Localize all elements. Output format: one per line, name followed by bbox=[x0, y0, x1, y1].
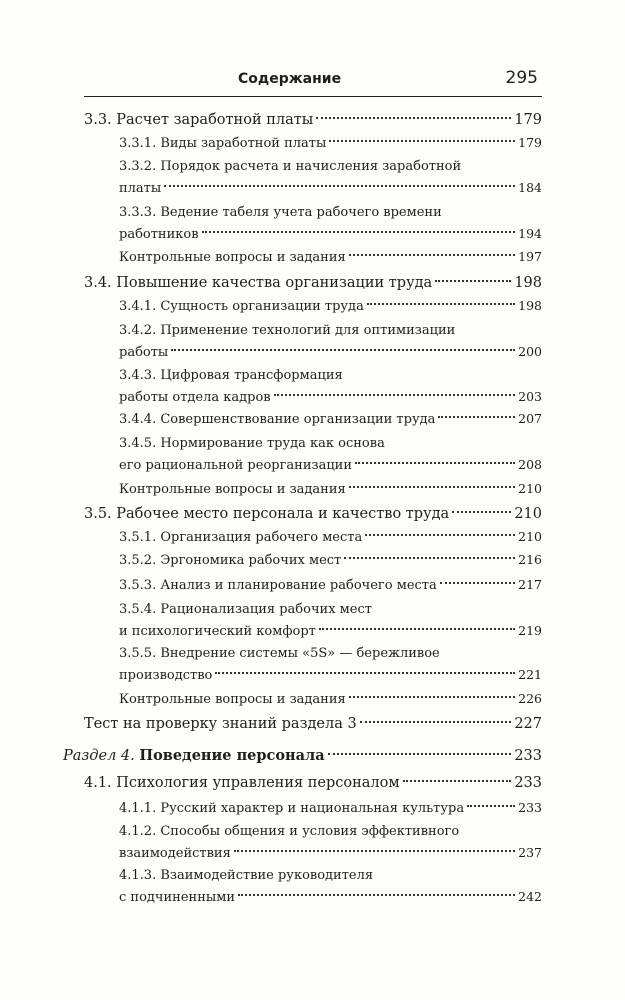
dot-leader bbox=[316, 102, 511, 119]
toc-entry-title: 3.4.4. Совершенствование организации труда bbox=[119, 412, 436, 427]
toc-page-number: 226 bbox=[518, 691, 542, 706]
toc-entry[interactable] bbox=[119, 156, 542, 199]
toc-entry-title: 3.3.3. Ведение табеля учета рабочего времени bbox=[119, 205, 442, 220]
toc-page-number: 210 bbox=[514, 505, 542, 522]
toc-page-number: 198 bbox=[514, 274, 542, 291]
section-prefix: Раздел 4. bbox=[63, 747, 135, 764]
toc-entry-title: Контрольные вопросы и задания bbox=[119, 692, 346, 707]
toc-page-number: 242 bbox=[518, 889, 542, 904]
toc-page-number: 217 bbox=[518, 577, 542, 592]
toc-entry-title: 4.1.3. Взаимодействие руководителя bbox=[119, 868, 374, 883]
toc-entry-title: 4.1.2. Способы общения и условия эффективного bbox=[119, 824, 460, 839]
toc-entry-title: Поведение персонала bbox=[139, 746, 325, 764]
toc-entry[interactable] bbox=[119, 549, 542, 571]
toc-page-number: 233 bbox=[514, 774, 542, 791]
toc-entry[interactable] bbox=[119, 365, 542, 408]
toc-entry[interactable] bbox=[119, 408, 542, 430]
toc-page-number: 216 bbox=[518, 552, 542, 567]
dot-leader bbox=[171, 336, 515, 351]
toc-entry-title: 3.4.5. Нормирование труда как основа bbox=[119, 436, 385, 451]
toc-page-number: 210 bbox=[518, 529, 542, 544]
toc-entry-title: 3.4.3. Цифровая трансформация bbox=[119, 368, 343, 383]
toc-page-number: 210 bbox=[518, 481, 542, 496]
toc-entry-title: 4.1. Психология управления персоналом bbox=[84, 774, 400, 791]
toc-entry[interactable] bbox=[119, 797, 542, 819]
toc-entry-title: взаимодействия bbox=[119, 846, 231, 861]
dot-leader bbox=[344, 544, 515, 559]
dot-leader bbox=[367, 290, 515, 305]
toc-entry-title: работы отдела кадров bbox=[119, 390, 271, 405]
dot-leader bbox=[215, 659, 515, 674]
toc-entry-title: 3.4.2. Применение технологий для оптимизации bbox=[119, 323, 456, 338]
toc-page-number: 227 bbox=[514, 715, 542, 732]
dot-leader bbox=[329, 127, 515, 142]
toc-entry-title: 3.5. Рабочее место персонала и качество труда bbox=[84, 505, 450, 522]
toc-entry-title: 3.4.1. Сущность организации труда bbox=[119, 299, 364, 314]
dot-leader bbox=[365, 521, 515, 536]
toc-entry[interactable] bbox=[119, 132, 542, 154]
toc-entry-title: работников bbox=[119, 227, 199, 242]
toc-entry-title: 3.3.1. Виды заработной платы bbox=[119, 136, 327, 151]
dot-leader bbox=[238, 881, 515, 896]
dot-leader bbox=[349, 241, 515, 256]
dot-leader bbox=[452, 496, 511, 513]
toc-page-number: 233 bbox=[514, 747, 542, 764]
header-page-number: 295 bbox=[505, 68, 538, 88]
toc-page-number: 179 bbox=[514, 111, 542, 128]
dot-leader bbox=[438, 403, 515, 418]
toc-entry-title: 3.4. Повышение качества организации труда bbox=[84, 274, 433, 291]
dot-leader bbox=[319, 615, 515, 630]
toc-page-number: 237 bbox=[518, 845, 542, 860]
header-title: Содержание bbox=[238, 71, 342, 87]
toc-entry[interactable] bbox=[119, 433, 542, 476]
toc-entry[interactable] bbox=[119, 821, 542, 864]
toc-entry-title: 3.5.2. Эргономика рабочих мест bbox=[119, 553, 342, 568]
dot-leader bbox=[467, 792, 515, 807]
toc-entry-title: работы bbox=[119, 345, 169, 360]
dot-leader bbox=[328, 738, 512, 755]
toc-page-number: 219 bbox=[518, 623, 542, 638]
toc-page-number: 184 bbox=[518, 180, 542, 195]
toc-page-number: 233 bbox=[518, 800, 542, 815]
toc-entry-title: 3.5.5. Внедрение системы «5S» — бережливое bbox=[119, 646, 440, 661]
toc-page-number: 203 bbox=[518, 389, 542, 404]
toc-entry[interactable] bbox=[119, 202, 542, 245]
toc-entry-title: 3.5.1. Организация рабочего места bbox=[119, 530, 363, 545]
toc-entry-title: с подчиненными bbox=[119, 890, 235, 905]
toc-entry[interactable] bbox=[119, 643, 542, 686]
toc-entry-title: Контрольные вопросы и задания bbox=[119, 250, 346, 265]
toc-entry[interactable] bbox=[84, 711, 542, 735]
dot-leader bbox=[234, 837, 515, 852]
toc-entry[interactable] bbox=[63, 743, 542, 767]
toc-page-number: 221 bbox=[518, 667, 542, 682]
toc-page-number: 179 bbox=[518, 135, 542, 150]
toc-page-number: 207 bbox=[518, 411, 542, 426]
toc-entry-title: 3.5.3. Анализ и планирование рабочего места bbox=[119, 578, 437, 593]
toc-entry-title: Контрольные вопросы и задания bbox=[119, 482, 346, 497]
toc-entry[interactable] bbox=[119, 574, 542, 596]
dot-leader bbox=[403, 765, 512, 782]
dot-leader bbox=[274, 381, 516, 396]
toc-entry-title: его рациональной реорганизации bbox=[119, 458, 353, 473]
toc-entry[interactable] bbox=[119, 295, 542, 317]
dot-leader bbox=[349, 473, 515, 488]
dot-leader bbox=[435, 265, 511, 282]
dot-leader bbox=[349, 683, 515, 698]
toc-entry-title: и психологический комфорт bbox=[119, 624, 316, 639]
toc-entry-title: 3.3.2. Порядок расчета и начисления заработной bbox=[119, 159, 462, 174]
toc-entry[interactable] bbox=[84, 770, 542, 794]
toc-entry-title: платы bbox=[119, 181, 162, 196]
dot-leader bbox=[202, 218, 516, 233]
toc-entry-title: производство bbox=[119, 668, 213, 683]
toc-entry-title: 3.3. Расчет заработной платы bbox=[84, 111, 314, 128]
toc-page-number: 208 bbox=[518, 457, 542, 472]
dot-leader bbox=[440, 569, 515, 584]
dot-leader bbox=[164, 172, 515, 187]
toc-page-number: 197 bbox=[518, 249, 542, 264]
toc-entry[interactable] bbox=[119, 599, 542, 642]
dot-leader bbox=[355, 449, 515, 464]
toc-entry-title: 3.5.4. Рационализация рабочих мест bbox=[119, 602, 372, 617]
toc-entry[interactable] bbox=[119, 865, 542, 908]
toc-entry-title: 4.1.1. Русский характер и национальная культура bbox=[119, 801, 465, 816]
toc-page-number: 198 bbox=[518, 298, 542, 313]
toc-entry-title: Тест на проверку знаний раздела 3 bbox=[84, 715, 357, 732]
dot-leader bbox=[360, 706, 512, 723]
toc-entry[interactable] bbox=[119, 320, 542, 363]
toc-page-number: 200 bbox=[518, 344, 542, 359]
running-header bbox=[84, 70, 542, 97]
toc-page-number: 194 bbox=[518, 226, 542, 241]
